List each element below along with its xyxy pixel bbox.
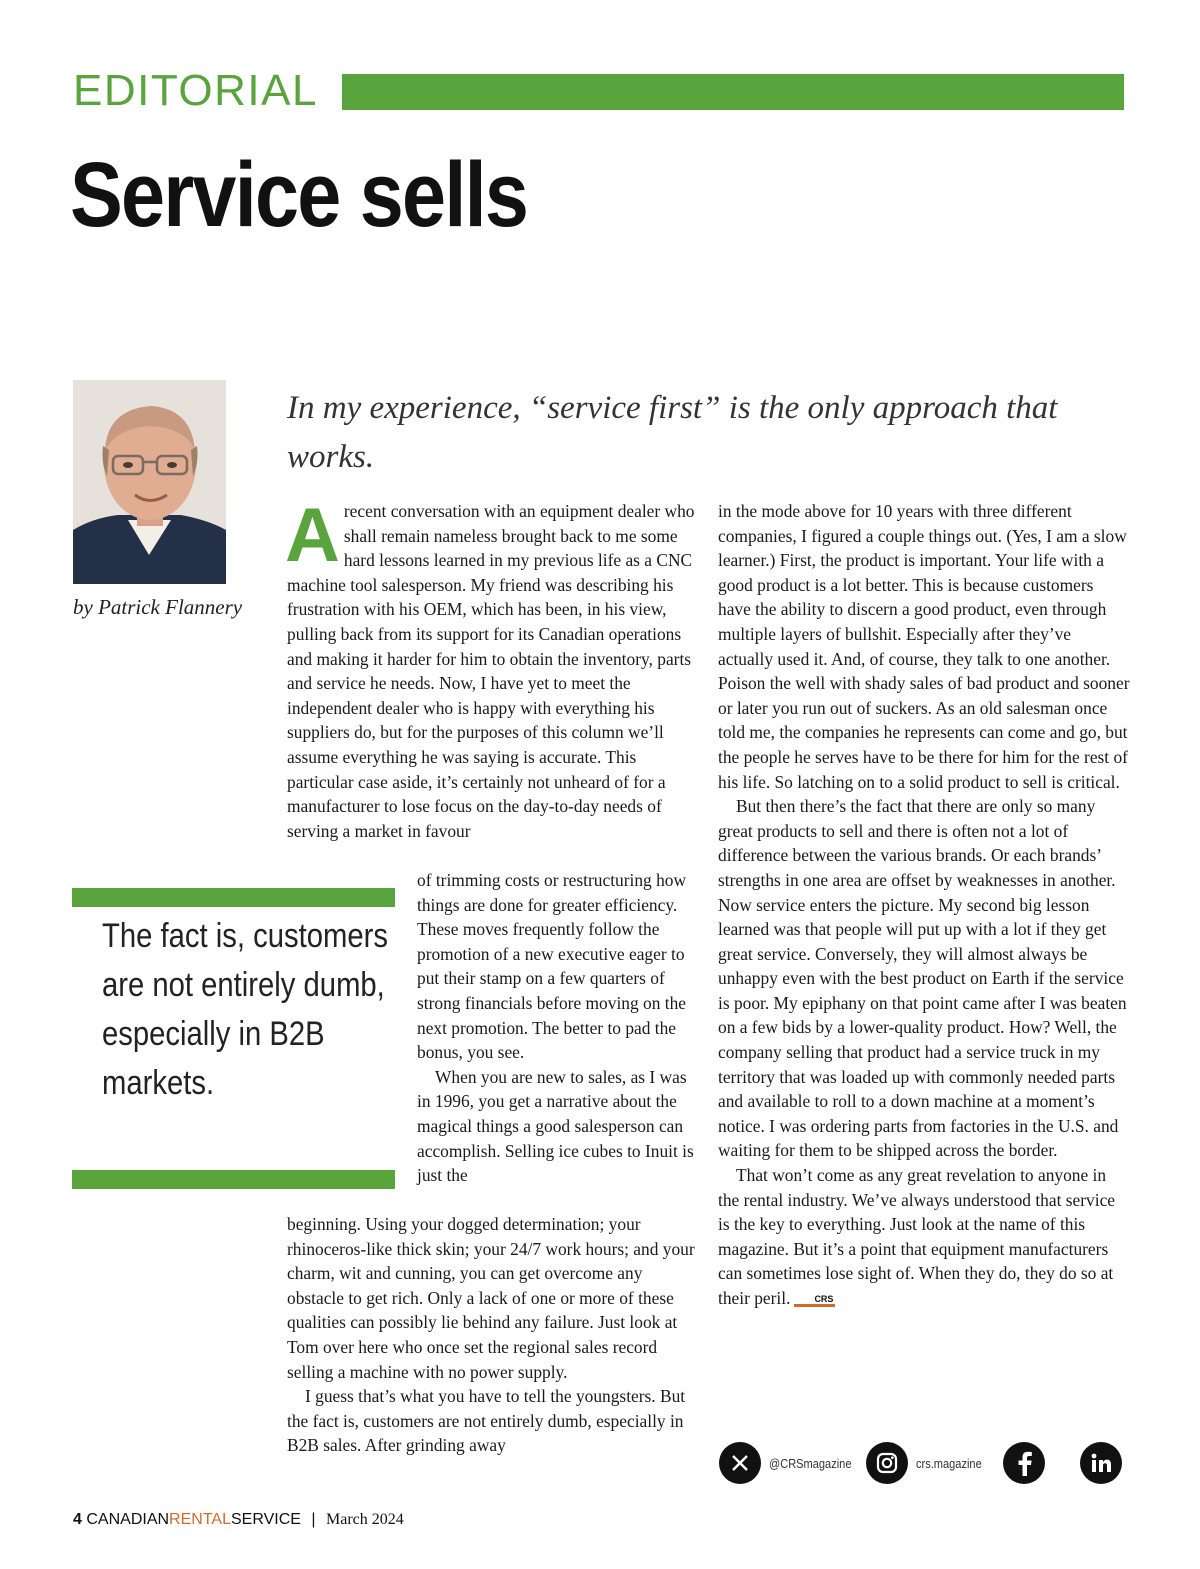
social-linkedin-link[interactable] [1080,1442,1122,1484]
byline: by Patrick Flannery [73,595,243,619]
paragraph-4: But then there’s the fact that there are only so many great products to sell and there is often not a lot of difference between the various brands. Or each brands’ strengths in one area are offset by weaknesses in another. Now service enters the picture. My second big lesson learned was that people will put up with a lot if they get great service. Conversely, they will almost always be unhappy even with the best product on Earth if the service is poor. My epiphany on that point came after I was beaten on a few bids by a lower-quality product. How? Well, the company selling that product had a service truck in my territory that was loaded up with commonly needed parts and available to roll to a down machine at a moment’s notice. I was ordering parts from factories in the U.S. and waiting for them to be shipped across the border. [718,796,1127,1161]
section-rule [342,74,1124,110]
author-photo [73,380,226,584]
social-instagram-link[interactable] [866,1442,993,1484]
paragraph-3: I guess that’s what you have to tell the youngsters. But the fact is, customers are not entirely dumb, especially in B2B sales. After grinding away [287,1386,686,1456]
x-handle: @CRSmagazine [769,1455,852,1471]
end-mark-logo: CRS [794,1294,835,1307]
section-label: EDITORIAL [73,66,318,115]
social-facebook-link[interactable] [1003,1442,1045,1484]
pull-quote: The fact is, customers are not entirely dumb, especially in B2B markets. [102,917,388,1102]
publication-name-part-1: CANADIAN [86,1511,170,1528]
instagram-icon [866,1442,908,1484]
article-column-left-middle [417,868,697,1188]
publication-name [86,1511,301,1528]
article-deck: In my experience, “service first” is the only approach that works. [287,390,1058,475]
paragraph-2-part-2: beginning. Using your dogged determination; your rhinoceros-like thick skin; your 24/7 work hours; and your charm, wit and cunning, you can get overcome any obstacle to get rich. Only a lack of one or more of these qualities can possibly lie behind any failure. Just look at Tom over here who once set the regional sales record selling a machine with no power supply. [287,1214,695,1382]
article-column-right [718,499,1130,1311]
page-title: Service sells [70,144,528,246]
author-portrait-image [73,380,226,584]
publication-name-part-2: RENTAL [169,1511,231,1528]
publication-name-part-3: SERVICE [230,1511,301,1528]
x-icon [719,1442,761,1484]
pull-quote-bottom-rule [72,1170,395,1189]
page-number: 4 [73,1511,82,1528]
social-x-link[interactable] [719,1442,866,1484]
page-footer [73,1511,404,1529]
paragraph-1-part-1: recent conversation with an equipment dealer who shall remain nameless brought back to me some hard lessons learned in my previous life as a CNC machine tool salesperson. My friend was describing his frustration with his OEM, which has been, in his view, pulling back from its support for its Canadian operations and making it harder for him to obtain the inventory, parts and service he needs. Now, I have yet to meet the independent dealer who is happy with everything his suppliers do, but for the purposes of this column we’ll assume everything he was saying is accurate. This particular case aside, it’s certainly not unheard of for a manufacturer to lose focus on the day-to-day needs of serving a market in favour [287,501,695,841]
paragraph-5: That won’t come as any great revelation to anyone in the rental industry. We’ve always understood that service is the key to everything. Just look at the name of this magazine. But it’s a point that equipment manufacturers can sometimes lose sight of. When they do, they do so at their peril. [718,1165,1116,1308]
paragraph-3-continued: in the mode above for 10 years with three different companies, I figured a couple things out. (Yes, I am a slow learner.) First, the product is important. Your life with a good product is a lot better. This is because customers have the ability to discern a good product, even through multiple layers of bullshit. Especially after they’ve actually used it. And, of course, they talk to one another. Poison the well with shady sales of bad product and sooner or later you run out of suckers. As an old salesman once told me, the companies he represents can come and go, but the people he serves have to be there for him for the rest of his life. So latching on to a solid product to sell is critical. [718,501,1130,792]
article-column-left-top [285,493,695,843]
issue-date: March 2024 [326,1511,404,1528]
paragraph-1-part-2: of trimming costs or restructuring how things are done for greater efficiency. These moves frequently follow the promotion of a new executive eager to put their stamp on a few quarters of strong financials before moving on the next promotion. The better to pad the bonus, you see. [417,870,687,1063]
article-column-left-bottom [287,1212,699,1458]
paragraph-2-part-1: When you are new to sales, as I was in 1996, you get a narrative about the magical things a good salesperson can accomplish. Selling ice cubes to Inuit is just the [417,1066,694,1186]
drop-cap: A [285,493,340,578]
footer-separator: | [311,1511,316,1528]
facebook-icon [1003,1442,1045,1484]
instagram-handle: crs.magazine [916,1455,982,1471]
linkedin-icon [1080,1442,1122,1484]
pull-quote-top-rule [72,888,395,907]
